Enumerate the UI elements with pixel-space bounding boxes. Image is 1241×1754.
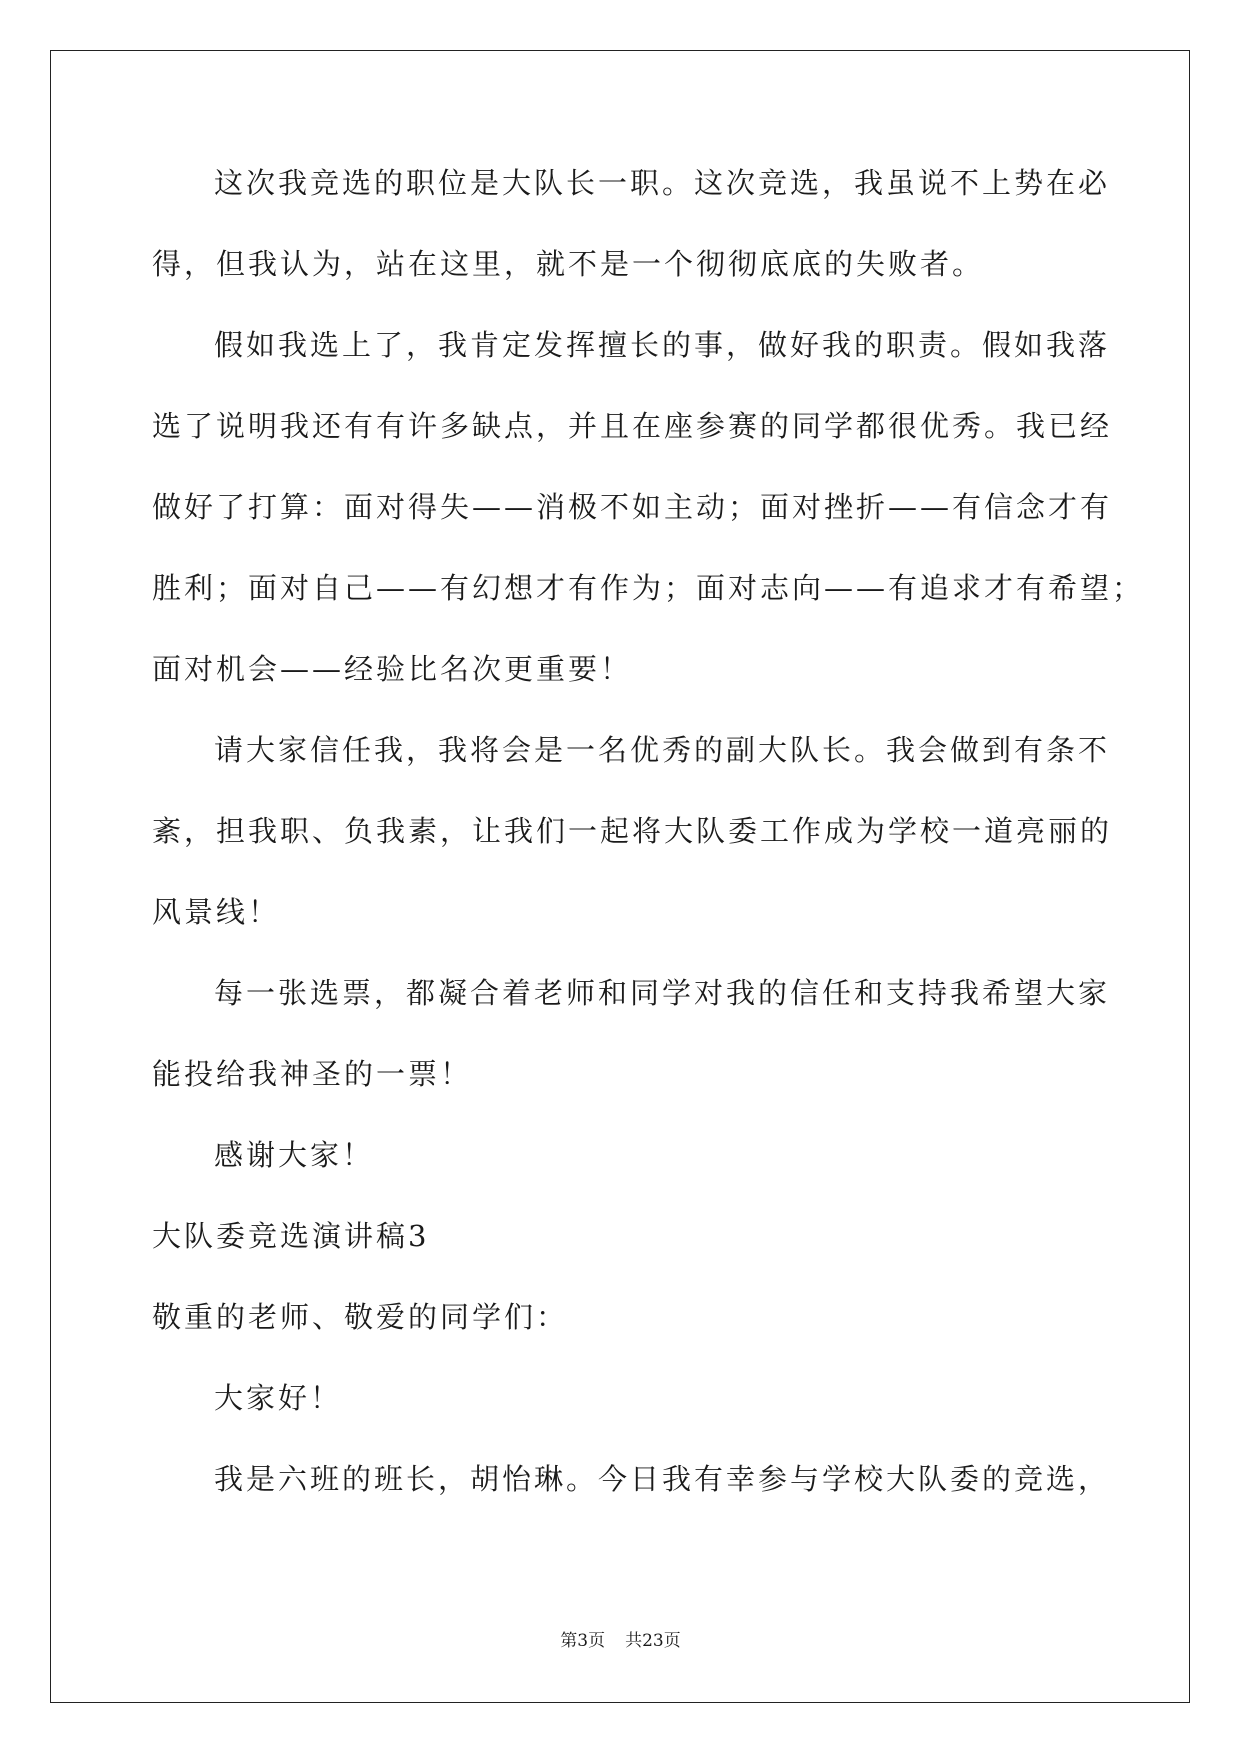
text-line: 感谢大家！ bbox=[214, 1138, 375, 1172]
greeting: 大家好！ bbox=[214, 1381, 343, 1415]
text-line: 这次我竞选的职位是大队长一职。这次竞选，我虽说不上势在必 bbox=[214, 166, 1111, 200]
text-line: 得，但我认为，站在这里，就不是一个彻彻底底的失败者。 bbox=[152, 247, 985, 281]
text-line: 能投给我神圣的一票！ bbox=[152, 1057, 473, 1091]
text-line: 面对机会——经验比名次更重要！ bbox=[152, 652, 633, 686]
text-line: 选了说明我还有有许多缺点，并且在座参赛的同学都很优秀。我已经 bbox=[152, 409, 1113, 443]
text-line: 做好了打算：面对得失——消极不如主动；面对挫折——有信念才有 bbox=[152, 490, 1113, 524]
page-footer bbox=[0, 1626, 1241, 1651]
section-heading: 大队委竞选演讲稿3 bbox=[152, 1219, 430, 1253]
text-line: 我是六班的班长，胡怡琳。今日我有幸参与学校大队委的竞选， bbox=[214, 1462, 1111, 1496]
salutation: 敬重的老师、敬爱的同学们： bbox=[152, 1300, 569, 1334]
page-number: 第3页 bbox=[560, 1631, 606, 1651]
text-line: 紊，担我职、负我素，让我们一起将大队委工作成为学校一道亮丽的 bbox=[152, 814, 1113, 848]
page-total: 共23页 bbox=[625, 1631, 681, 1651]
text-line: 风景线！ bbox=[152, 895, 281, 929]
text-line: 胜利；面对自己——有幻想才有作为；面对志向——有追求才有希望； bbox=[152, 571, 1145, 605]
text-line: 每一张选票，都凝合着老师和同学对我的信任和支持我希望大家 bbox=[214, 976, 1111, 1010]
text-line: 请大家信任我，我将会是一名优秀的副大队长。我会做到有条不 bbox=[214, 733, 1111, 767]
text-line: 假如我选上了，我肯定发挥擅长的事，做好我的职责。假如我落 bbox=[214, 328, 1111, 362]
document-body bbox=[152, 162, 1145, 1539]
